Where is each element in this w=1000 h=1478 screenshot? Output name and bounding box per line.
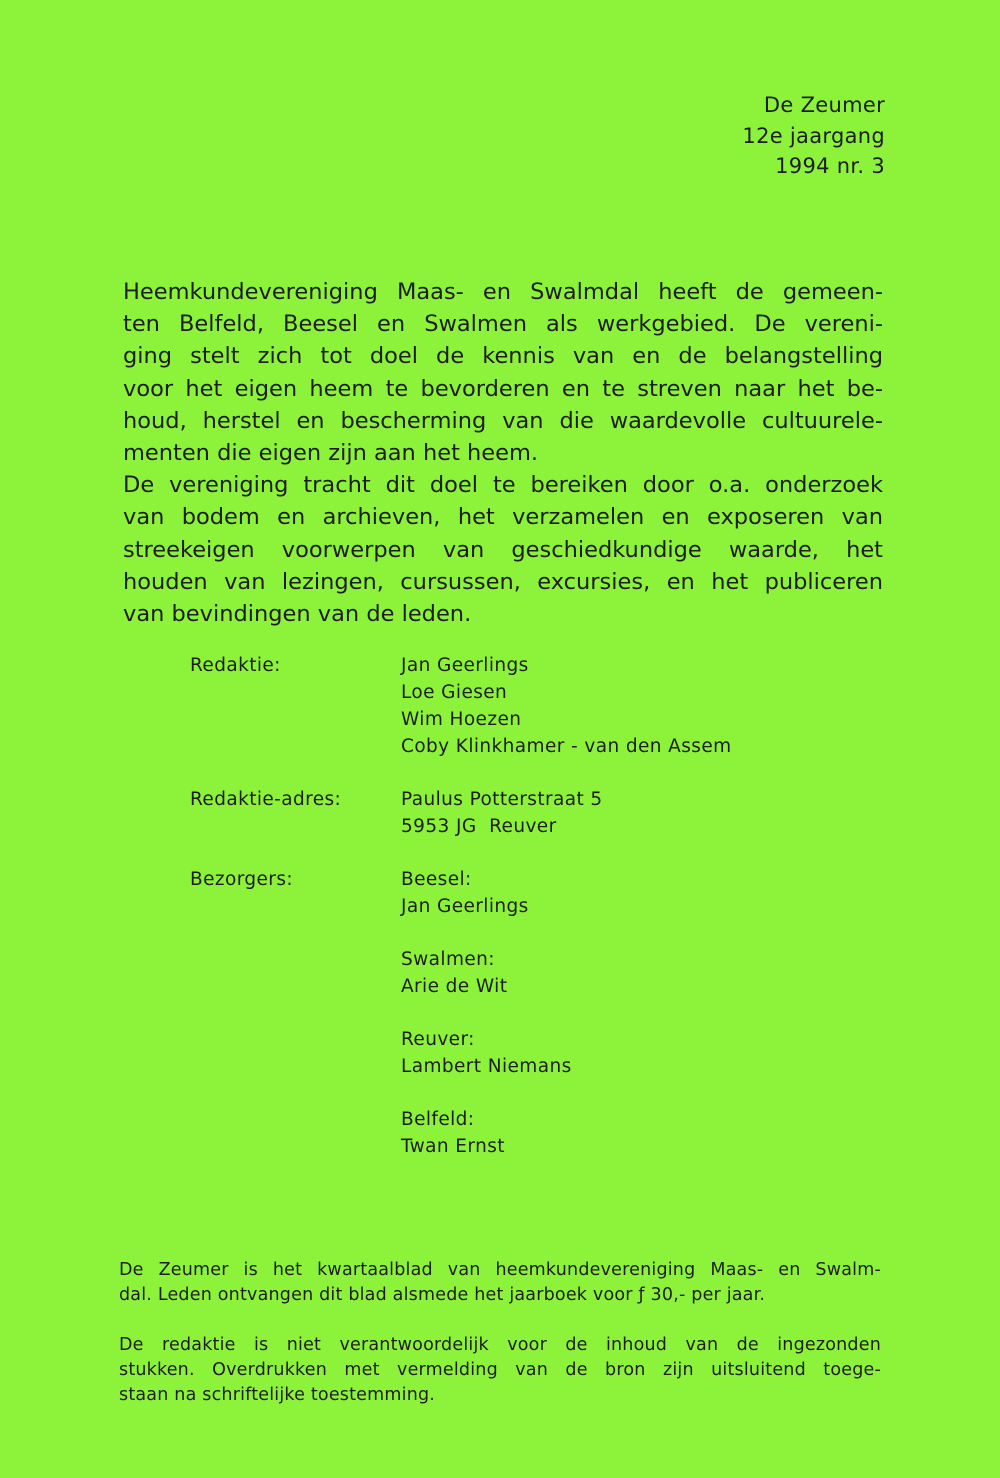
bezorgers-row — [190, 866, 732, 1160]
intro-text — [123, 276, 883, 630]
text-line: van bodem en archieven, het verzamelen en exposeren van — [123, 504, 883, 531]
text-line: ten Belfeld, Beesel en Swalmen als werkgebied. De vereni- — [123, 311, 883, 338]
redaktie-names — [401, 652, 732, 760]
bezorger-name: Arie de Wit — [401, 976, 508, 997]
text-line: De redaktie is niet verantwoordelijk voor de inhoud van de ingezonden — [119, 1335, 881, 1355]
address-line: Paulus Potterstraat 5 — [401, 789, 603, 810]
bezorgers-label: Bezorgers: — [190, 869, 293, 890]
editor-name: Wim Hoezen — [401, 709, 522, 730]
text-line: houden van lezingen, cursussen, excursies, en het publiceren — [123, 568, 883, 595]
text-line: menten die eigen zijn aan het heem. — [123, 440, 539, 467]
text-line: van bevindingen van de leden. — [123, 601, 472, 628]
editor-name: Loe Giesen — [401, 682, 508, 703]
intro-paragraph-1 — [123, 276, 883, 469]
address-line: 5953 JG Reuver — [401, 816, 557, 837]
footer-paragraph-2 — [119, 1333, 881, 1408]
adres-lines — [401, 786, 603, 840]
text-line: dal. Leden ontvangen dit blad alsmede het jaarboek voor ƒ 30,- per jaar. — [119, 1285, 766, 1305]
text-line: ging stelt zich tot doel de kennis van en de belangstelling — [123, 343, 883, 370]
footer-notes — [119, 1258, 881, 1408]
text-line: voor het eigen heem te bevorderen en te streven naar het be- — [123, 375, 883, 402]
volume-label: 12e jaargang — [742, 123, 885, 148]
adres-label: Redaktie-adres: — [190, 789, 342, 810]
text-line: staan na schriftelijke toestemming. — [119, 1385, 436, 1405]
bezorger-place: Belfeld: — [401, 1109, 475, 1130]
bezorger-place: Beesel: — [401, 869, 472, 890]
redaktie-row — [190, 652, 732, 760]
masthead — [742, 90, 885, 182]
text-line: De vereniging tracht dit doel te bereiken door o.a. onderzoek — [123, 472, 883, 499]
editor-name: Jan Geerlings — [401, 655, 529, 676]
footer-paragraph-1 — [119, 1258, 881, 1308]
intro-paragraph-2 — [123, 469, 883, 630]
text-line: De Zeumer is het kwartaalblad van heemkundevereniging Maas- en Swalm- — [119, 1260, 881, 1280]
text-line: stukken. Overdrukken met vermelding van de bron zijn uitsluitend toege- — [119, 1360, 881, 1380]
bezorger-name: Lambert Niemans — [401, 1056, 572, 1077]
publication-title: De Zeumer — [763, 93, 885, 117]
credits-block — [190, 652, 732, 1160]
text-line: houd, herstel en bescherming van die waardevolle cultuurele- — [123, 407, 883, 434]
redaktie-label: Redaktie: — [190, 655, 281, 676]
bezorger-name: Twan Ernst — [401, 1136, 505, 1157]
bezorger-place: Reuver: — [401, 1029, 475, 1050]
bezorger-name: Jan Geerlings — [401, 896, 529, 917]
adres-row — [190, 786, 732, 840]
issue-label: 1994 nr. 3 — [775, 154, 885, 178]
text-line: streekeigen voorwerpen van geschiedkundige waarde, het — [123, 536, 883, 563]
text-line: Heemkundevereniging Maas- en Swalmdal heeft de gemeen- — [123, 279, 883, 305]
bezorger-place: Swalmen: — [401, 949, 495, 970]
bezorgers-list — [401, 866, 572, 1160]
editor-name: Coby Klinkhamer - van den Assem — [401, 736, 732, 757]
